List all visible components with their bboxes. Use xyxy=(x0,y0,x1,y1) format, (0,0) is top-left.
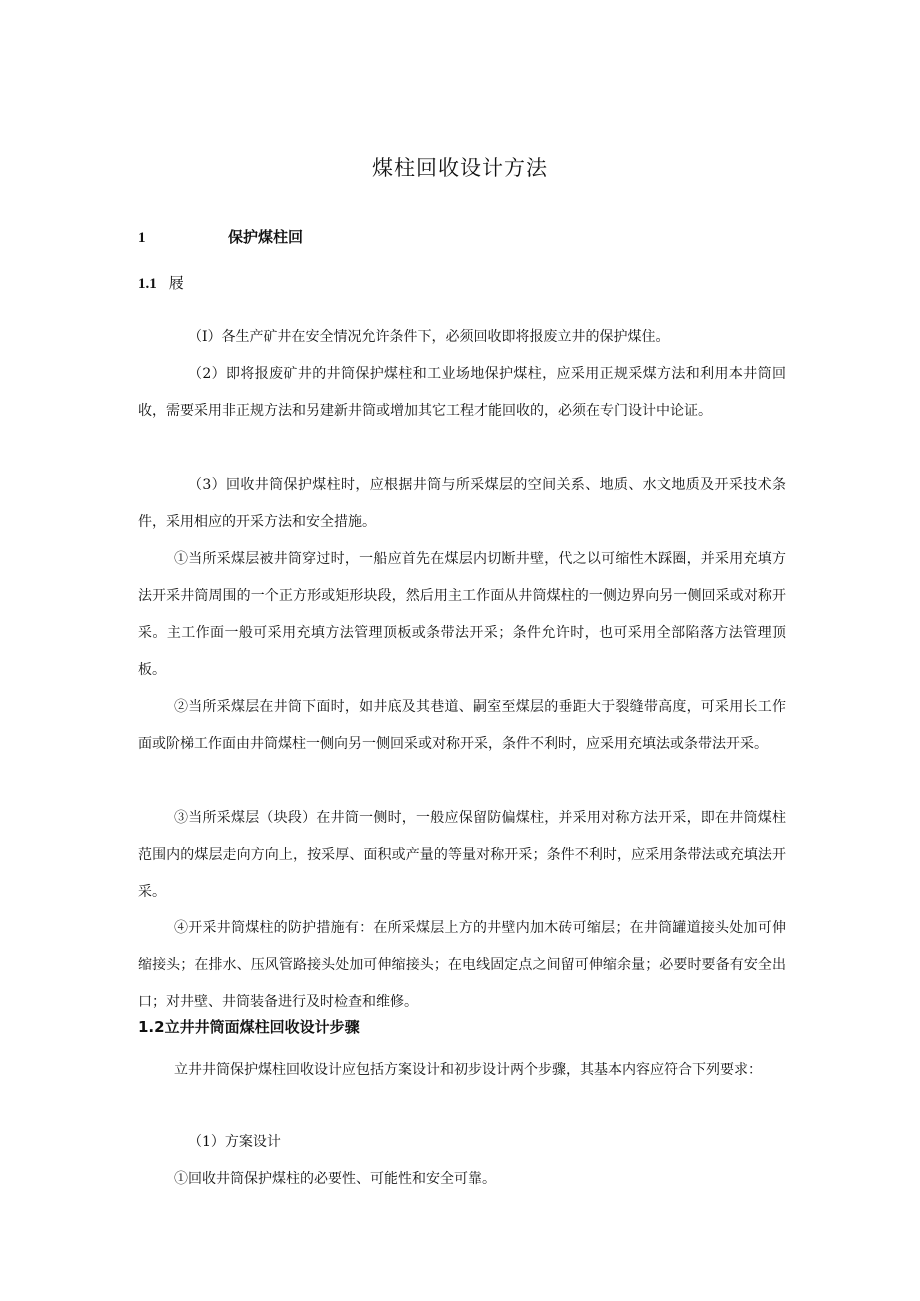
paragraph-2: （2）即将报废矿井的井筒保护煤柱和工业场地保护煤柱，应采用正规采煤方法和利用本井筒回收，需要采用非正规方法和另建新井筒或增加其它工程才能回收的，必须在专门设计中论证。 xyxy=(138,366,786,419)
page-title: 煤柱回收设计方法 xyxy=(372,156,548,180)
paragraph-3: （3）回收井筒保护煤柱时，应根据井筒与所采煤层的空间关系、地质、水文地质及开采技术条件，采用相应的开采方法和安全措施。 xyxy=(138,477,786,530)
paragraph-4: ①当所采煤层被井筒穿过时，一船应首先在煤层内切断井壁，代之以可缩性木踩圈，并采用充填方法开采井筒周围的一个正方形或矩形块段，然后用主工作面从井筒煤柱的一侧边界向另一侧回采或对称开采。主工作面一般可采用充填方法管理顶板或条带法开采；条件允许时，也可采用全部陷落方法管理顶板。 xyxy=(138,551,786,678)
paragraph-1: （I）各生产矿井在安全情况允许条件下，必须回收即将报废立井的保护煤住。 xyxy=(188,329,670,345)
paragraph-8: 立井井筒保护煤柱回收设计应包括方案设计和初步设计两个步骤，其基本内容应符合下列要求： xyxy=(174,1062,762,1078)
section-1-heading xyxy=(138,226,303,247)
section-1-title: 保护煤柱回 xyxy=(228,228,304,246)
paragraph-6: ③当所采煤层（块段）在井筒一侧时，一般应保留防偏煤柱，并采用对称方法开采，即在井筒煤柱范围内的煤层走向方向上，按采厚、面积或产量的等量对称开采；条件不利时，应采用条带法或充填法开采。 xyxy=(138,810,786,900)
section-1-1-title: 屐 xyxy=(168,274,184,292)
section-1-1-number: 1.1 xyxy=(138,276,157,292)
paragraph-10: ①回收井筒保护煤柱的必要性、可能性和安全可靠。 xyxy=(174,1171,496,1187)
section-1-1-heading xyxy=(138,272,184,293)
paragraph-5: ②当所采煤层在井筒下面时，如井底及其巷道、嗣室至煤层的垂距大于裂缝带高度，可采用长工作面或阶梯工作面由井筒煤柱一侧向另一侧回采或对称开采，条件不利时，应采用充填法或条带法开采。 xyxy=(138,699,786,752)
section-1-2-heading: 1.2立井井筒面煤柱回收设计步骤 xyxy=(138,1018,360,1036)
section-1-number: 1 xyxy=(138,230,146,246)
paragraph-7: ④开采井筒煤柱的防护措施有：在所采煤层上方的井壁内加木砖可缩层；在井筒罐道接头处加可伸缩接头；在排水、压风管路接头处加可伸缩接头；在电线固定点之间留可伸缩余量；必要时要备有安全出口；对井壁、井筒装备进行及时检查和维修。 xyxy=(138,920,786,1010)
paragraph-9: （1）方案设计 xyxy=(188,1134,281,1150)
